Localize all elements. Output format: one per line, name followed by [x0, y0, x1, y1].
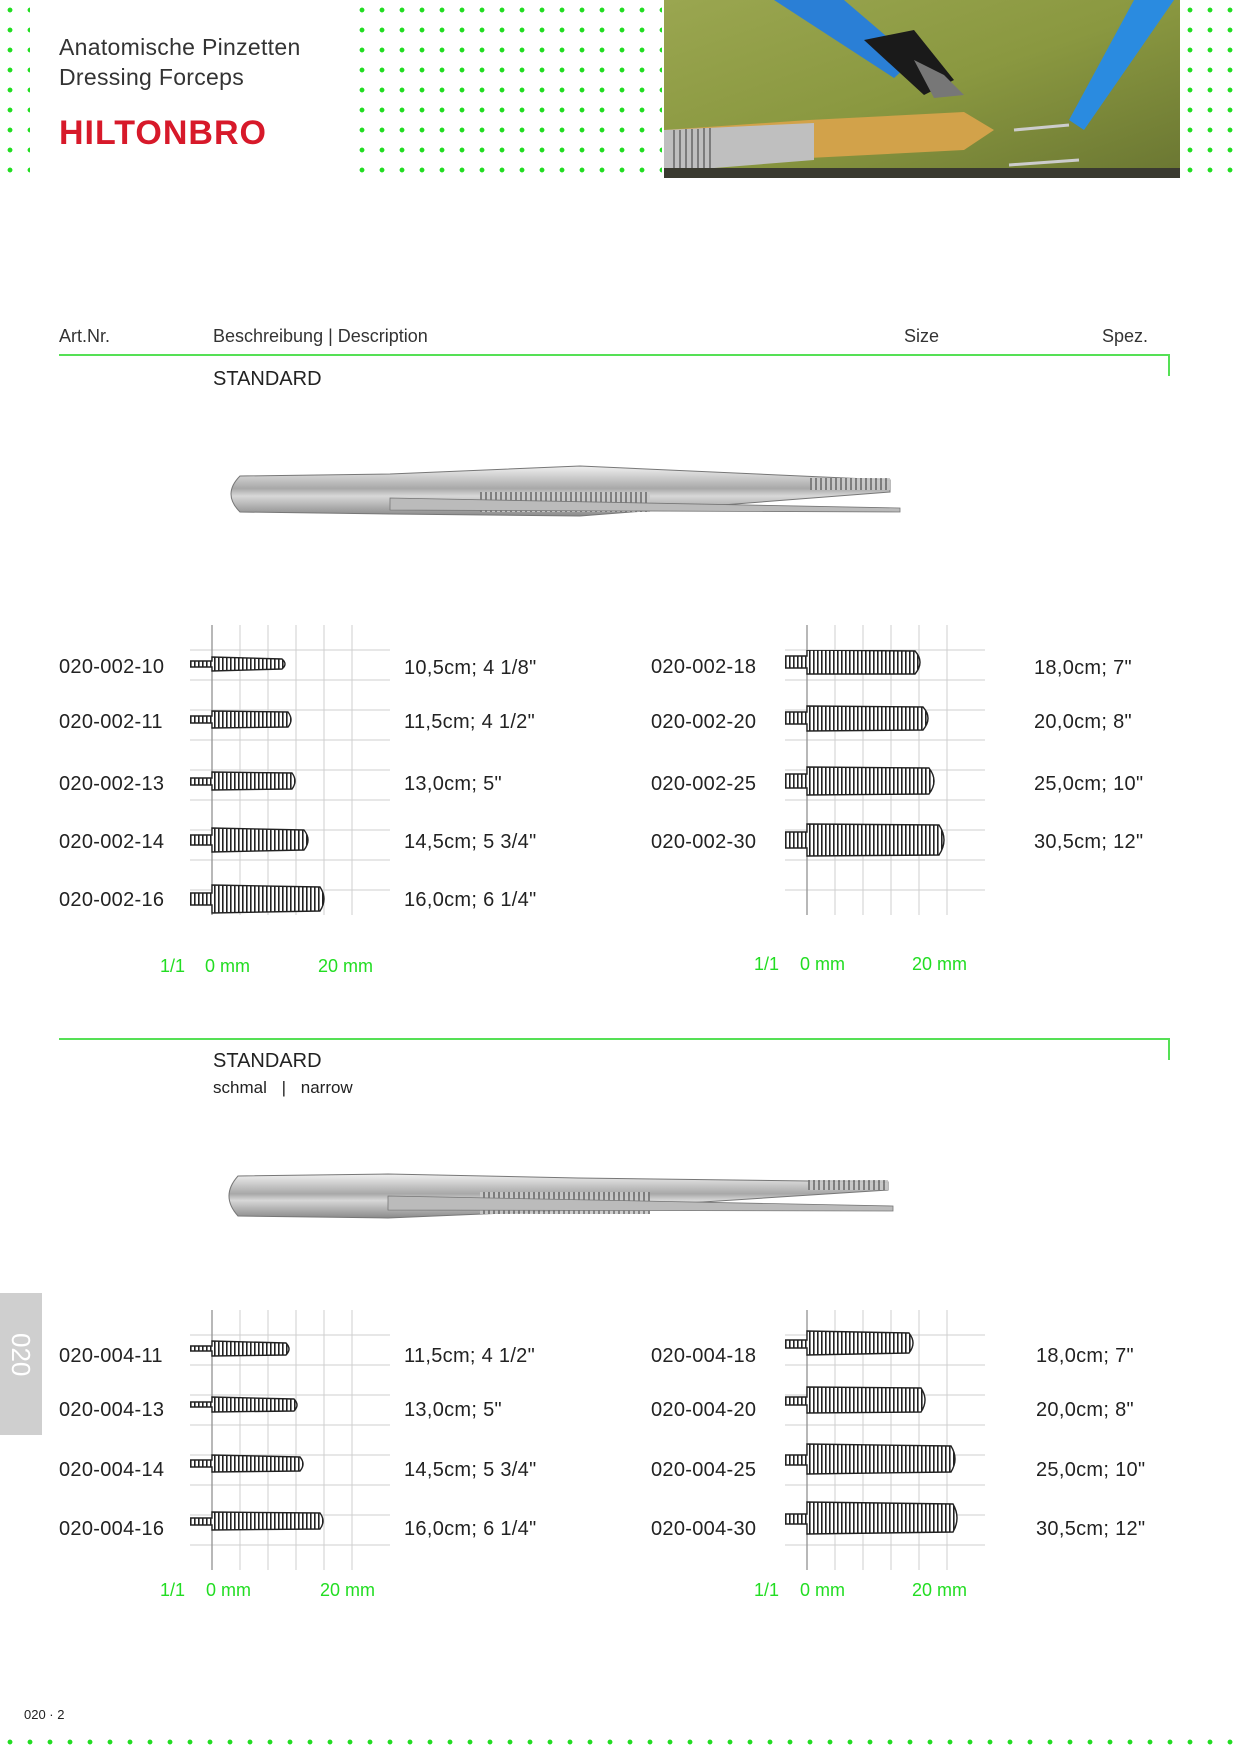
size-020-002-20: 20,0cm; 8" [1034, 711, 1132, 733]
size-020-002-10: 10,5cm; 4 1/8" [404, 657, 537, 679]
header-divider-tick [1168, 354, 1170, 376]
tip-020-004-25 [785, 1444, 955, 1474]
tip-020-002-18 [785, 650, 920, 674]
page-title [59, 32, 301, 92]
art-020-002-18: 020-002-18 [651, 656, 757, 678]
section2-divider [59, 1038, 1170, 1040]
column-header-art-nr: Art.Nr. [59, 326, 111, 346]
section2-left-scale-ratio: 1/1 [160, 1580, 186, 1600]
section2-left-scale-start: 0 mm [206, 1580, 251, 1600]
section2-right-scale-end: 20 mm [912, 1580, 968, 1600]
title-german: Anatomische Pinzetten [59, 34, 301, 60]
size-020-002-11: 11,5cm; 4 1/2" [404, 711, 535, 733]
art-020-002-16: 020-002-16 [59, 889, 165, 911]
column-header-size: Size [904, 326, 940, 346]
column-header-description: Beschreibung | Description [213, 326, 428, 346]
sublabel-separator: | [281, 1078, 287, 1097]
size-020-002-13: 13,0cm; 5" [404, 773, 502, 795]
size-020-004-20: 20,0cm; 8" [1036, 1399, 1134, 1421]
art-020-004-11: 020-004-11 [59, 1345, 163, 1367]
section2-divider-tick [1168, 1038, 1170, 1060]
size-020-004-16: 16,0cm; 6 1/4" [404, 1518, 537, 1540]
size-020-004-30: 30,5cm; 12" [1036, 1518, 1146, 1540]
art-020-004-18: 020-004-18 [651, 1345, 757, 1367]
size-020-002-14: 14,5cm; 5 3/4" [404, 831, 537, 853]
page-number: 020 · 2 [24, 1707, 65, 1722]
dot-pattern-top-right [1180, 0, 1241, 178]
product-photo [664, 0, 1180, 178]
art-020-004-25: 020-004-25 [651, 1459, 757, 1481]
tip-020-002-16 [190, 885, 324, 913]
title-english: Dressing Forceps [59, 64, 245, 90]
column-header-spec: Spez. [1102, 326, 1149, 346]
size-020-002-16: 16,0cm; 6 1/4" [404, 889, 537, 911]
art-020-002-13: 020-002-13 [59, 773, 165, 795]
forceps-standard-image [220, 460, 910, 532]
sublabel-english: narrow [300, 1078, 353, 1097]
section1-right-scale-end: 20 mm [912, 954, 968, 974]
section2-left-tips [190, 1340, 390, 1560]
tip-020-004-18 [785, 1331, 913, 1355]
sublabel-german: schmal [213, 1078, 267, 1097]
size-020-004-11: 11,5cm; 4 1/2" [404, 1345, 535, 1367]
forceps-photo-illustration [664, 0, 1180, 178]
art-020-002-25: 020-002-25 [651, 773, 757, 795]
size-020-002-18: 18,0cm; 7" [1034, 657, 1132, 679]
size-020-002-30: 30,5cm; 12" [1034, 831, 1144, 853]
section2-right-scale-start: 0 mm [800, 1580, 845, 1600]
section1-right-tips [785, 650, 985, 870]
tip-020-002-20 [785, 706, 928, 731]
tip-020-004-30 [785, 1502, 957, 1534]
art-020-002-11: 020-002-11 [59, 711, 163, 733]
art-020-004-13: 020-004-13 [59, 1399, 165, 1421]
tip-020-002-11 [190, 711, 291, 728]
size-020-004-13: 13,0cm; 5" [404, 1399, 502, 1421]
section1-right-scale-start: 0 mm [800, 954, 845, 974]
section1-left-scale-start: 0 mm [205, 956, 250, 976]
section2-right-tips [785, 1330, 985, 1550]
size-020-004-18: 18,0cm; 7" [1036, 1345, 1134, 1367]
tip-020-004-20 [785, 1387, 925, 1413]
dot-pattern-bottom [0, 1732, 1241, 1754]
section1-right-scale-ratio: 1/1 [754, 954, 780, 974]
tip-020-002-10 [190, 657, 285, 671]
section1-left-scale-ratio: 1/1 [160, 956, 186, 976]
art-020-004-20: 020-004-20 [651, 1399, 757, 1421]
tip-020-002-30 [785, 824, 944, 856]
art-020-004-14: 020-004-14 [59, 1459, 165, 1481]
chapter-number: 020 [6, 1333, 36, 1377]
section1-left-scale-end: 20 mm [318, 956, 374, 976]
section2-sublabel [213, 1078, 353, 1098]
section2-right-scale-ratio: 1/1 [754, 1580, 780, 1600]
art-020-004-30: 020-004-30 [651, 1518, 757, 1540]
section2-left-scale-end: 20 mm [320, 1580, 376, 1600]
tip-020-004-16 [190, 1512, 323, 1530]
brand-logo: HILTONBRO [59, 114, 267, 152]
tip-020-004-14 [190, 1455, 303, 1472]
dot-pattern-top-middle [352, 0, 662, 178]
forceps-narrow-image [218, 1162, 908, 1234]
tip-020-004-11 [190, 1341, 289, 1356]
art-020-002-14: 020-002-14 [59, 831, 165, 853]
art-020-004-16: 020-004-16 [59, 1518, 165, 1540]
chapter-side-tab [0, 1293, 42, 1435]
dot-pattern-top-left [0, 0, 30, 178]
section1-label: STANDARD [213, 368, 322, 390]
tip-020-002-13 [190, 772, 295, 790]
header-divider [59, 354, 1170, 356]
size-020-002-25: 25,0cm; 10" [1034, 773, 1144, 795]
tip-020-002-14 [190, 828, 308, 852]
tip-020-004-13 [190, 1397, 297, 1412]
art-020-002-30: 020-002-30 [651, 831, 757, 853]
size-020-004-25: 25,0cm; 10" [1036, 1459, 1146, 1481]
size-020-004-14: 14,5cm; 5 3/4" [404, 1459, 537, 1481]
art-020-002-10: 020-002-10 [59, 656, 165, 678]
tip-020-002-25 [785, 767, 934, 795]
section2-label: STANDARD [213, 1050, 322, 1072]
art-020-002-20: 020-002-20 [651, 711, 757, 733]
section1-left-tips [190, 655, 390, 925]
